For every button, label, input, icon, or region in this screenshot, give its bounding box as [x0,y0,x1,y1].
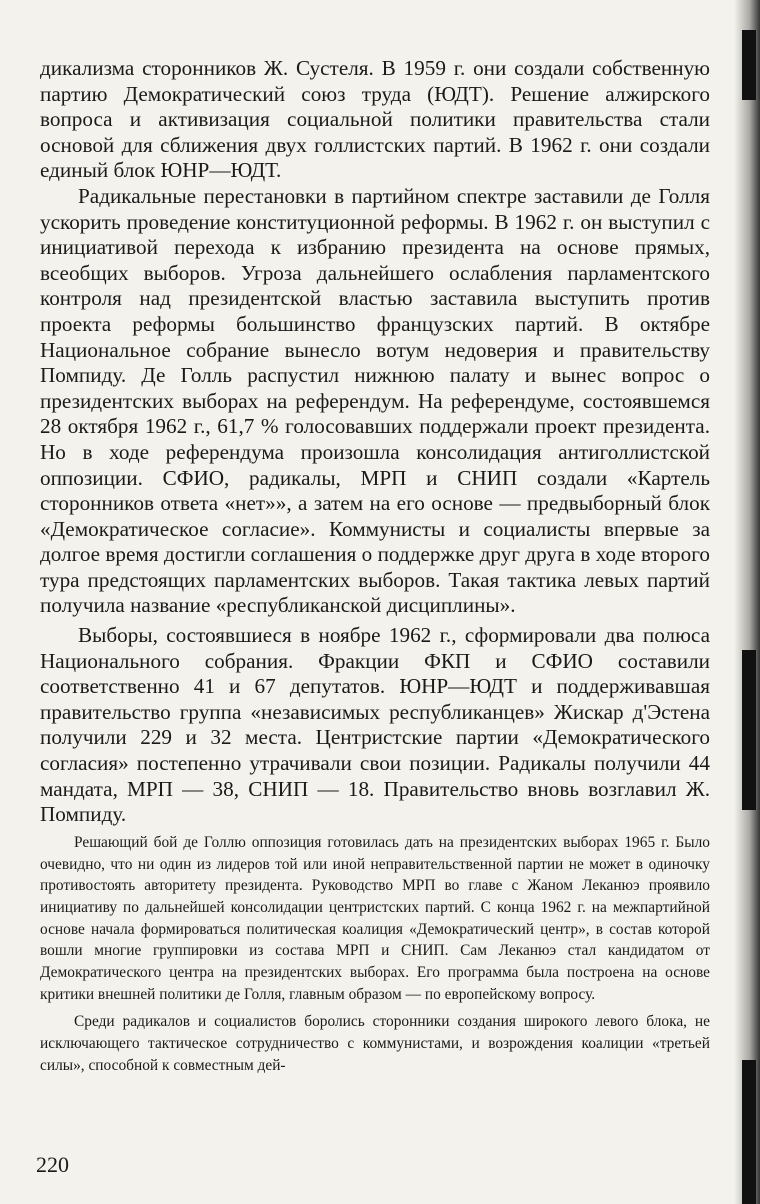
small-paragraph-1: Решающий бой де Голлю оппозиция готовилась дать на президентских выборах 1965 г. Было очевидно, что ни один из лидеров той или иной неправительственной партии не может в одиночку противостоять авторитету президента. Руководство МРП во главе с Жаном Леканюэ проявило инициативу по дальнейшей консолидации центристских партий. С конца 1962 г. на межпартийной основе начала формироваться политическая коалиция «Демократический центр», в состав которой вошли многие группировки из состава МРП и СНИП. Сам Леканюэ стал кандидатом от Демократического центра на президентских выборах. Его программа была построена на основе критики внешней политики де Голля, главным образом — по европейскому вопросу. [40,833,710,1003]
scan-edge-shadow [734,0,760,1204]
page-body [40,56,710,1077]
scan-edge-mark [742,1060,756,1204]
scan-edge-mark [742,30,756,100]
scan-edge-mark [742,650,756,810]
paragraph-1: дикализма сторонников Ж. Сустеля. В 1959 г. они создали собственную партию Демократический союз труда (ЮДТ). Решение алжирского вопроса и активизация социальной политики правительства стали основой для сближения двух голлистских партий. В 1962 г. они создали единый блок ЮНР—ЮДТ. [40,56,710,183]
page-number: 220 [36,1152,69,1177]
paragraph-3: Выборы, состоявшиеся в ноябре 1962 г., сформировали два полюса Национального собрания. Фракции ФКП и СФИО составили соответственно 41 и 67 депутатов. ЮНР—ЮДТ и поддерживавшая правительство группа «независимых республиканцев» Жискар д'Эстена получили 229 и 32 места. Центристские партии «Демократического согласия» постепенно утрачивали свои позиции. Радикалы получили 44 мандата, МРП — 38, СНИП — 18. Правительство вновь возглавил Ж. Помпиду. [40,623,710,827]
paragraph-2: Радикальные перестановки в партийном спектре заставили де Голля ускорить проведение конституционной реформы. В 1962 г. он выступил с инициативой перехода к избранию президента на основе прямых, всеобщих выборов. Угроза дальнейшего ослабления парламентского контроля над президентской властью заставила выступить против проекта реформы большинство французских партий. В октябре Национальное собрание вынесло вотум недоверия и правительству Помпиду. Де Голль распустил нижнюю палату и вынес вопрос о президентских выборах на референдум. На референдуме, состоявшемся 28 октября 1962 г., 61,7 % голосовавших поддержали проект президента. Но в ходе референдума произошла консолидация антиголлистской оппозиции. СФИО, радикалы, МРП и СНИП создали «Картель сторонников ответа «нет»», а затем на его основе — предвыборный блок «Демократическое согласие». Коммунисты и социалисты впервые за долгое время достигли соглашения о поддержке друг друга в ходе второго тура предстоящих парламентских выборов. Такая тактика левых партий получила название «республиканской дисциплины». [40,183,710,618]
small-paragraph-2: Среди радикалов и социалистов боролись сторонники создания широкого левого блока, не исключающего тактическое сотрудничество с коммунистами, и возрождения коалиции «третьей силы», способной к совместным дей- [40,1013,710,1074]
